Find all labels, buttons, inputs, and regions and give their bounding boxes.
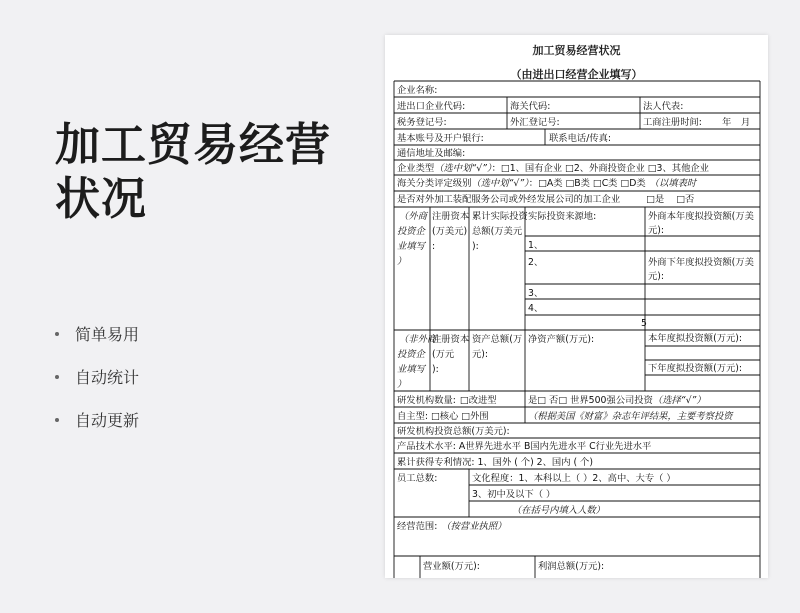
- company-name-label: 企业名称:: [397, 85, 438, 96]
- form-title: 加工贸易经营状况: [532, 44, 621, 57]
- month-label: 月: [741, 117, 751, 128]
- scope-note: （按营业执照）: [441, 521, 507, 532]
- company-type-row: [397, 162, 710, 174]
- ie-code-label: 进出口企业代码:: [397, 101, 466, 112]
- bullet-icon: [55, 375, 59, 379]
- service-question: [397, 193, 695, 205]
- company-type-hint: （选中划“√”）: [434, 163, 492, 174]
- top500-row: [528, 394, 706, 406]
- tech-level-label: 产品技术水平: A世界先进水平 B国内先进水平 C行业先进水平: [397, 441, 652, 452]
- customs-level-hint: （选中划“√”）: [471, 178, 529, 189]
- scope-label: 经营范围:: [397, 521, 438, 532]
- feature-label: 自动更新: [75, 411, 140, 430]
- rd-count-row: [397, 394, 497, 406]
- rd-type-option: □改进型: [459, 395, 497, 406]
- form-preview: [385, 35, 768, 578]
- feature-item: [55, 398, 139, 441]
- profit-label: 利润总额(万元):: [538, 561, 605, 572]
- form-subtitle: （由进出口经营企业填写）: [510, 68, 643, 81]
- patents-label: 累计获得专利情况: 1、国外 ( 个) 2、国内 ( 个): [397, 457, 593, 468]
- education-line-2: 3、初中及以下（ ）: [472, 489, 556, 500]
- source-item-2: 2、: [528, 257, 544, 268]
- bullet-icon: [55, 418, 59, 422]
- contact-label: 联系电话/传真:: [549, 133, 612, 144]
- fortune-note: （根据美国《财富》杂志年评结果，主要考察投资: [528, 411, 733, 422]
- scope-row: [397, 520, 506, 532]
- feature-list: [55, 312, 139, 441]
- tax-reg-label: 税务登记号:: [397, 117, 447, 128]
- reg-capital2-label: 注册资本(万元):: [432, 334, 470, 375]
- total-invest-label: 累计实际投资总额(万美元):: [472, 211, 528, 252]
- year-label: 年: [722, 117, 732, 128]
- top500-hint: （选择“√”）: [652, 395, 706, 406]
- source-item-1: 1、: [528, 240, 544, 251]
- feature-item: [55, 355, 139, 398]
- invest-source-label: 实际投资来源地:: [528, 211, 597, 222]
- education-line-1: 文化程度：1、本科以上（ ）2、高中、大专（ ）: [472, 473, 676, 484]
- this-year-plan-label: 本年度拟投资额(万元):: [648, 333, 743, 344]
- service-yes-option: □是: [646, 194, 665, 205]
- rd-count-label: 研发机构数量:: [397, 395, 456, 406]
- staff-total-label: 员工总数:: [397, 473, 438, 484]
- company-type-options: ：□1、国有企业 □2、外商投资企业 □3、其他企业: [491, 163, 709, 174]
- source-item-4: 4、: [528, 303, 544, 314]
- next-year-invest-label: 外商下年度拟投资额(万美元):: [648, 257, 754, 282]
- legal-rep-label: 法人代表:: [643, 101, 684, 112]
- form-table: [385, 35, 768, 578]
- top500-label: 是□ 否□ 世界500强公司投资: [528, 395, 653, 406]
- service-question-label: 是否对外加工装配服务公司或外经发展公司的加工企业: [397, 194, 621, 205]
- customs-level-label: 海关分类评定级别: [397, 178, 472, 189]
- customs-level-note: （以填表时: [649, 178, 697, 189]
- biz-reg-time-label: 工商注册时间:: [643, 117, 702, 128]
- feature-label: 自动统计: [75, 368, 140, 387]
- own-brand-options: 自主型: □核心 □外围: [397, 411, 489, 422]
- net-assets-label: 净资产额(万元):: [528, 334, 595, 345]
- this-year-invest-label: 外商本年度拟投资额(万美元):: [648, 211, 754, 236]
- feature-item: [55, 312, 139, 355]
- source-item-3: 3、: [528, 288, 544, 299]
- bank-label: 基本账号及开户银行:: [397, 133, 484, 144]
- page-title: 加工贸易经营状况: [55, 118, 332, 225]
- source-count: 5: [641, 318, 647, 329]
- feature-label: 简单易用: [75, 325, 140, 344]
- next-year-plan-label: 下年度拟投资额(万元):: [648, 363, 743, 374]
- customs-level-row: [397, 177, 698, 189]
- service-no-option: □否: [676, 194, 695, 205]
- fx-reg-label: 外汇登记号:: [510, 117, 560, 128]
- customs-code-label: 海关代码:: [510, 101, 551, 112]
- address-label: 通信地址及邮编:: [397, 148, 466, 159]
- customs-level-options: ：□A类 □B类 □C类 □D类: [528, 178, 646, 189]
- rd-total-label: 研发机构投资总额(万美元):: [397, 426, 510, 437]
- total-assets-label: 资产总额(万元):: [472, 334, 523, 360]
- bullet-icon: [55, 332, 59, 336]
- nonforeign-label: （非外商投资企业填写）: [397, 334, 437, 390]
- reg-capital-label: 注册资本(万美元) :: [432, 211, 470, 252]
- company-type-label: 企业类型: [397, 163, 435, 174]
- foreign-invest-label: （外商投资企业填写）: [397, 211, 427, 267]
- education-note: （在括号内填入人数）: [512, 505, 605, 516]
- revenue-label: 营业额(万元):: [423, 561, 480, 572]
